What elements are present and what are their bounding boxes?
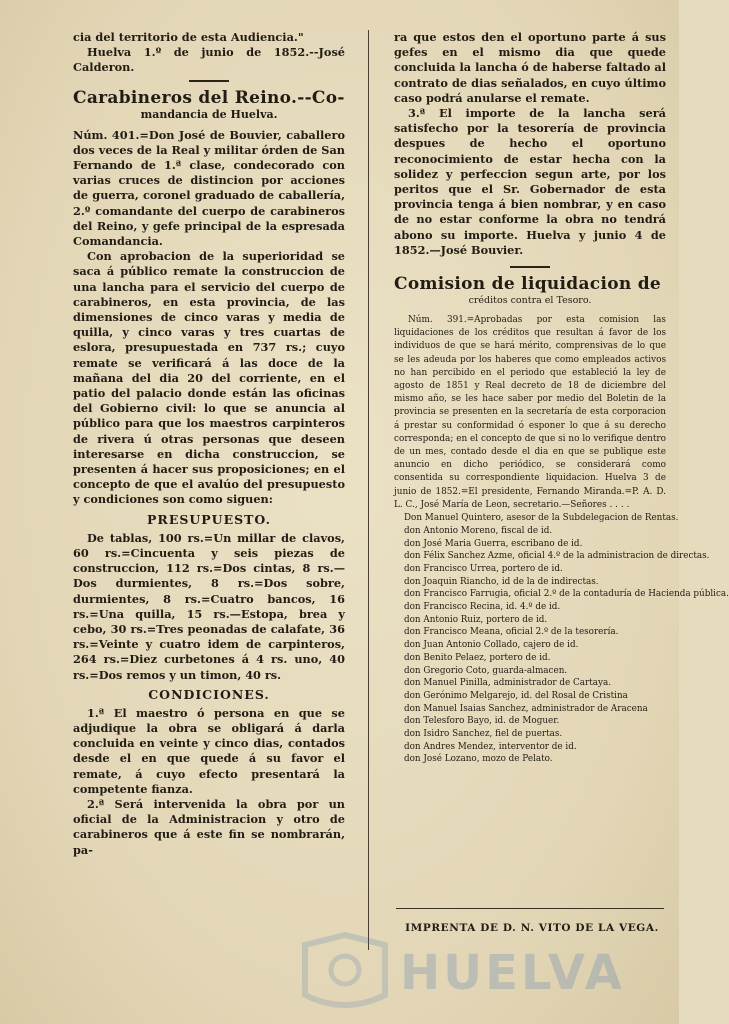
- list-item: don Francisco Meana, oficial 2.º de la tesorería.: [404, 627, 619, 638]
- continuation-line-1: cia del territorio de esta Audiencia.": [73, 30, 304, 44]
- paragraph-condicion-2-cont: ra que estos den el oportuno parte á sus gefes en el mismo dia que quede concluida la lancha ó de haberse faltado al contrato de dias señalados, en cuyo último caso podrá anularse el remate.: [394, 30, 666, 105]
- list-item: don Manuel Isaias Sanchez, administrador de Aracena: [404, 703, 648, 714]
- list-item: don Benito Pelaez, portero de id.: [404, 652, 551, 663]
- list-item: don Gerónimo Melgarejo, id. del Rosal de Cristina: [404, 690, 628, 701]
- left-column: [73, 30, 345, 858]
- list-item: don Andres Mendez, interventor de id.: [404, 741, 577, 752]
- column-divider: [368, 30, 369, 950]
- list-item: don Francisco Urrea, portero de id.: [404, 563, 563, 574]
- list-item: don José Lozano, mozo de Pelato.: [404, 754, 553, 765]
- list-item: don Antonio Ruiz, portero de id.: [404, 614, 548, 625]
- list-item: don Francisco Farrugia, oficial 2.º de la contaduría de Hacienda pública.: [404, 589, 729, 600]
- paragraph-remate: Con aprobacion de la superioridad se saca á público remate la construccion de una lancha para el servicio del cuerpo de carabineros, en esta provincia, de las dimensiones de cinco varas y media de quilla, y cinco varas y tres cuartas de eslora, presupuestada en 737 rs.; cuyo remate se verificará á las doce de la mañana del dia 20 del corriente, en el patio del palacio donde están las oficinas del Gobierno civil: lo que se anuncia al público para que los maestros carpinteros de rivera ú otras personas que deseen interesarse en dicha construccion, se presenten á hacer sus proposiciones; en el concepto de que el avalúo del presupuesto y condiciones son como siguen:: [73, 249, 345, 507]
- separator-rule: [189, 80, 229, 82]
- watermark-text: HUELVA: [400, 945, 625, 1001]
- list-item: don Antonio Moreno, fiscal de id.: [404, 525, 553, 536]
- list-item: don Gregorio Coto, guarda-almacen.: [404, 665, 568, 676]
- footer-rule: [396, 908, 664, 909]
- paragraph-condicion-2: 2.ª Será intervenida la obra por un oficial de la Administracion y otro de carabineros que á este fin se nombrarán, pa-: [73, 796, 345, 857]
- list-item: don Isidro Sanchez, fiel de puertas.: [404, 729, 563, 740]
- list-item: don Joaquin Riancho, id de la de indirectas.: [404, 576, 599, 587]
- separator-rule-2: [510, 266, 550, 268]
- paragraph-liquidaciones: Núm. 391.=Aprobadas por esta comision las liquidaciones de los créditos que resultan á favor de los individuos de que se hará mérito, comprensivas de lo que se les adeuda por los haberes que como empleados activos no han percibido en el periodo que estableció la ley de agosto de 1851 y Real decreto de 18 de diciembre del mismo año, se les hace saber por medio del Boletin de la provincia se presenten en la secretaría de esta corporacion á prestar su conformidad ó esponer lo que á su derecho corresponda; en el concepto de que si no lo verifique dentro de un mes, contado desde el dia en que se publique este anuncio en dicho periódico, se considerará como consentida su correspondiente liquidacion. Huelva 3 de junio de 1852.=El presidente, Fernando Miranda.=P. A. D. L. C., José María de Leon, secretario.—Señores . . . .: [394, 315, 666, 510]
- presupuesto-heading: PRESUPUESTO.: [147, 511, 271, 527]
- creditors-list: [394, 512, 729, 766]
- list-item: don José Maria Guerra, escribano de id.: [404, 538, 583, 549]
- section-subtitle-comision: créditos contra el Tesoro.: [468, 295, 592, 307]
- continuation-line-2: Huelva 1.º de junio de 1852.--José Calderon.: [73, 45, 345, 75]
- list-item: don Telesforo Bayo, id. de Moguer.: [404, 716, 560, 727]
- printer-imprint: IMPRENTA DE D. N. VITO DE LA VEGA.: [405, 922, 659, 934]
- list-item: Don Manuel Quintero, asesor de la Subdelegacion de Rentas.: [404, 513, 679, 524]
- paragraph-condicion-1: 1.ª El maestro ó persona en que se adjudique la obra se obligará á darla concluida en veinte y cinco dias, contados desde el en que quede á su favor el remate, á cuyo efecto presentará la competente fianza.: [73, 705, 345, 796]
- section-title-carabineros: Carabineros del Reino.--Co-: [73, 87, 345, 108]
- list-item: don Juan Antonio Collado, cajero de id.: [404, 640, 579, 651]
- paragraph-condicion-3: 3.ª El importe de la lancha será satisfecho por la tesorería de provincia despues de hecho el oportuno reconocimiento de estar hecha con la solidez y perfeccion segun arte, por los peritos que el Sr. Gobernador de esta provincia tenga á bien nombrar, y en caso de no estar conforme la obra no tendrá abono su importe. Huelva y junio 4 de 1852.—José Bouvier.: [394, 106, 666, 257]
- list-item: don Manuel Pinilla, administrador de Cartaya.: [404, 678, 612, 689]
- section-title-comision: Comision de liquidacion de: [394, 274, 662, 295]
- list-item: don Félix Sanchez Azme, oficial 4.º de la administracion de directas.: [404, 551, 710, 562]
- list-item: don Francisco Recina, id. 4.º de id.: [404, 602, 561, 613]
- paragraph-announcement: Núm. 401.=Don José de Bouvier, caballero dos veces de la Real y militar órden de San Fernando de 1.ª clase, condecorado con varias cruces de distincion por acciones de guerra, coronel graduado de caballería, 2.º comandante del cuerpo de carabineros del Reino, y gefe principal de la espresada Comandancia.: [73, 127, 345, 249]
- condiciones-heading: CONDICIONES.: [148, 686, 270, 702]
- paragraph-presupuesto: De tablas, 100 rs.=Un millar de clavos, 60 rs.=Cincuenta y seis piezas de construccion, 112 rs.=Dos cintas, 8 rs.—Dos durmientes, 8 rs.=Dos sobre, durmientes, 8 rs.=Cuatro bancos, 16 rs.=Una quilla, 15 rs.—Estopa, brea y cebo, 30 rs.=Tres peonadas de calafate, 36 rs.=Veinte y cuatro idem de carpinteros, 264 rs.=Diez curbetones á 4 rs. uno, 40 rs.=Dos remos y un timon, 40 rs.: [73, 530, 345, 682]
- section-subtitle-carabineros: mandancia de Huelva.: [140, 107, 278, 121]
- right-column: [394, 30, 729, 766]
